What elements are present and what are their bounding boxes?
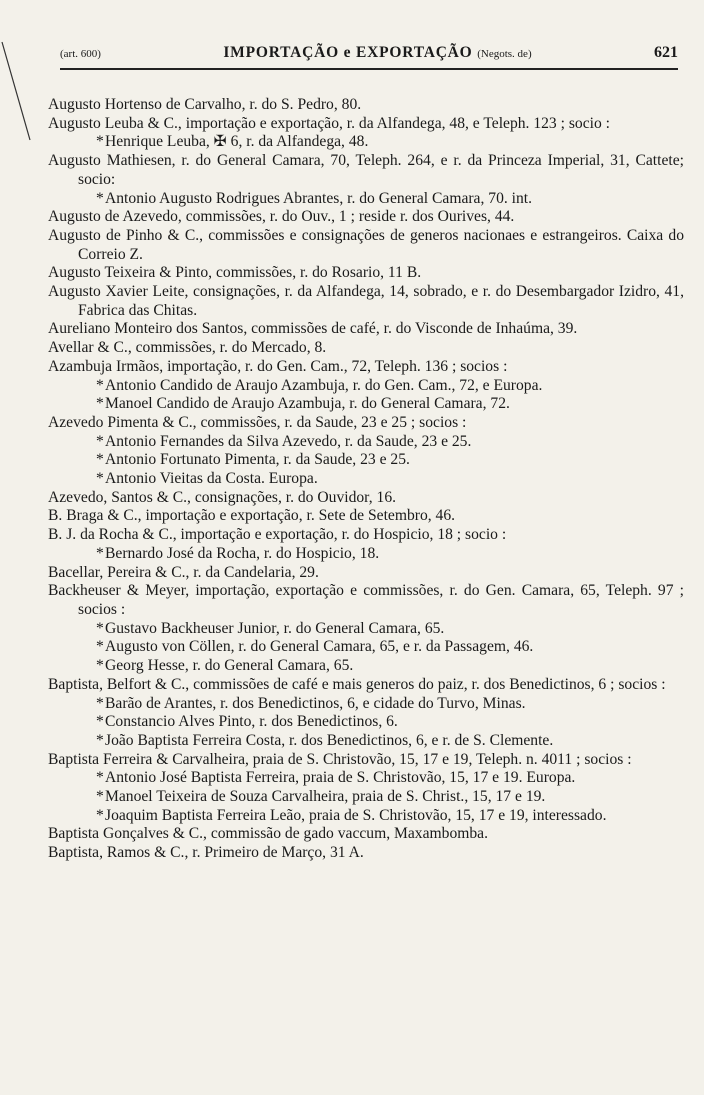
- partner-text: Antonio Vieitas da Costa. Europa.: [105, 470, 318, 488]
- directory-entry: Baptista Ferreira & Carvalheira, praia de S. Christovão, 15, 17 e 19, Teleph. n. 4011 ; socios :: [48, 750, 632, 768]
- partner-entry: [48, 657, 684, 676]
- header-subtitle: (Negots. de): [477, 48, 532, 60]
- directory-entry: Augusto de Azevedo, commissões, r. do Ouv., 1 ; reside r. dos Ourives, 44.: [48, 208, 515, 226]
- partner-text: Manoel Candido de Araujo Azambuja, r. do General Camara, 72.: [105, 395, 510, 413]
- asterisk-icon: *: [96, 619, 104, 637]
- partner-text: Antonio Augusto Rodrigues Abrantes, r. do General Camara, 70. int.: [105, 189, 533, 207]
- directory-entry: Azevedo Pimenta & C., commissões, r. da Saude, 23 e 25 ; socios :: [48, 413, 467, 431]
- directory-entry: Bacellar, Pereira & C., r. da Candelaria, 29.: [48, 563, 319, 581]
- asterisk-icon: *: [96, 432, 104, 450]
- header-title: IMPORTAÇÃO e EXPORTAÇÃO: [223, 44, 473, 61]
- directory-entry: Avellar & C., commissões, r. do Mercado, 8.: [48, 339, 327, 357]
- asterisk-icon: *: [96, 769, 104, 787]
- partner-text: Antonio Fortunato Pimenta, r. da Saude, 23 e 25.: [105, 451, 410, 469]
- directory-entry: Augusto Xavier Leite, consignações, r. da Alfandega, 14, sobrado, e r. do Desembargador Izidro, 41, Fabrica das Chitas.: [48, 283, 684, 319]
- partner-text: Bernardo José da Rocha, r. do Hospicio, 18.: [105, 544, 380, 562]
- partner-text: João Baptista Ferreira Costa, r. dos Benedictinos, 6, e r. de S. Clemente.: [105, 731, 554, 749]
- partner-entry: [48, 713, 684, 732]
- partner-text: Barão de Arantes, r. dos Benedictinos, 6, e cidade do Turvo, Minas.: [105, 694, 526, 712]
- directory-entry: B. J. da Rocha & C., importação e exportação, r. do Hospicio, 18 ; socio :: [48, 526, 507, 544]
- partner-text: Manoel Teixeira de Souza Carvalheira, praia de S. Christ., 15, 17 e 19.: [105, 788, 546, 806]
- directory-entry: Baptista, Belfort & C., commissões de café e mais generos do paiz, r. dos Benedictinos, 6 ; socios :: [48, 675, 666, 693]
- partner-entry: [48, 133, 684, 152]
- directory-entry: B. Braga & C., importação e exportação, r. Sete de Setembro, 46.: [48, 507, 456, 525]
- margin-pencil-stroke: [0, 40, 48, 150]
- partner-entry: [48, 620, 684, 639]
- partner-text: Georg Hesse, r. do General Camara, 65.: [105, 657, 354, 675]
- partner-entry: [48, 695, 684, 714]
- partner-entry: [48, 769, 684, 788]
- directory-entry: Aureliano Monteiro dos Santos, commissões de café, r. do Visconde de Inhaúma, 39.: [48, 320, 578, 338]
- header-title-block: [223, 44, 531, 62]
- directory-entry: Augusto de Pinho & C., commissões e consignações de generos nacionaes e estrangeiros. Caixa do Correio Z.: [48, 226, 684, 263]
- asterisk-icon: *: [96, 470, 104, 488]
- running-header: [60, 44, 678, 70]
- asterisk-icon: *: [96, 713, 104, 731]
- asterisk-icon: *: [96, 731, 104, 749]
- directory-entry: Augusto Mathiesen, r. do General Camara, 70, Teleph. 264, e r. da Princeza Imperial, 31, Cattete; socio:: [48, 152, 684, 188]
- directory-entry: Backheuser & Meyer, importação, exportação e commissões, r. do Gen. Camara, 65, Teleph. 97 ; socios :: [48, 582, 684, 618]
- partner-text: Constancio Alves Pinto, r. dos Benedictinos, 6.: [105, 713, 398, 731]
- directory-entries: [48, 96, 684, 863]
- partner-entry: [48, 788, 684, 807]
- asterisk-icon: *: [96, 544, 104, 562]
- asterisk-icon: *: [96, 133, 104, 151]
- partner-entry: [48, 377, 684, 396]
- partner-text: Henrique Leuba, ✠ 6, r. da Alfandega, 48.: [105, 133, 369, 151]
- partner-entry: [48, 470, 684, 489]
- asterisk-icon: *: [96, 638, 104, 656]
- asterisk-icon: *: [96, 395, 104, 413]
- partner-entry: [48, 807, 684, 826]
- partner-entry: [48, 451, 684, 470]
- directory-entry: Augusto Teixeira & Pinto, commissões, r. do Rosario, 11 B.: [48, 264, 422, 282]
- asterisk-icon: *: [96, 657, 104, 675]
- header-article-ref: (art. 600): [60, 48, 101, 60]
- partner-entry: [48, 433, 684, 452]
- directory-entry: Azambuja Irmãos, importação, r. do Gen. Cam., 72, Teleph. 136 ; socios :: [48, 357, 508, 375]
- partner-text: Gustavo Backheuser Junior, r. do General Camara, 65.: [105, 619, 445, 637]
- directory-entry: Augusto Hortenso de Carvalho, r. do S. Pedro, 80.: [48, 96, 362, 113]
- page-number: 621: [653, 44, 678, 61]
- partner-entry: [48, 190, 684, 209]
- partner-entry: [48, 638, 684, 657]
- partner-text: Joaquim Baptista Ferreira Leão, praia de S. Christovão, 15, 17 e 19, interessado.: [105, 806, 607, 824]
- partner-text: Augusto von Cöllen, r. do General Camara, 65, e r. da Passagem, 46.: [105, 638, 534, 656]
- asterisk-icon: *: [96, 694, 104, 712]
- asterisk-icon: *: [96, 376, 104, 394]
- partner-text: Antonio José Baptista Ferreira, praia de S. Christovão, 15, 17 e 19. Europa.: [105, 769, 576, 787]
- partner-text: Antonio Candido de Araujo Azambuja, r. do Gen. Cam., 72, e Europa.: [105, 376, 543, 394]
- directory-entry: Azevedo, Santos & C., consignações, r. do Ouvidor, 16.: [48, 488, 397, 506]
- directory-entry: Baptista, Ramos & C., r. Primeiro de Março, 31 A.: [48, 844, 364, 862]
- asterisk-icon: *: [96, 788, 104, 806]
- directory-entry: Baptista Gonçalves & C., commissão de gado vaccum, Maxambomba.: [48, 825, 488, 843]
- asterisk-icon: *: [96, 806, 104, 824]
- partner-entry: [48, 732, 684, 751]
- directory-entry: Augusto Leuba & C., importação e exportação, r. da Alfandega, 48, e Teleph. 123 ; socio :: [48, 114, 611, 132]
- partner-entry: [48, 395, 684, 414]
- partner-text: Antonio Fernandes da Silva Azevedo, r. da Saude, 23 e 25.: [105, 432, 472, 450]
- asterisk-icon: *: [96, 189, 104, 207]
- partner-entry: [48, 545, 684, 564]
- asterisk-icon: *: [96, 451, 104, 469]
